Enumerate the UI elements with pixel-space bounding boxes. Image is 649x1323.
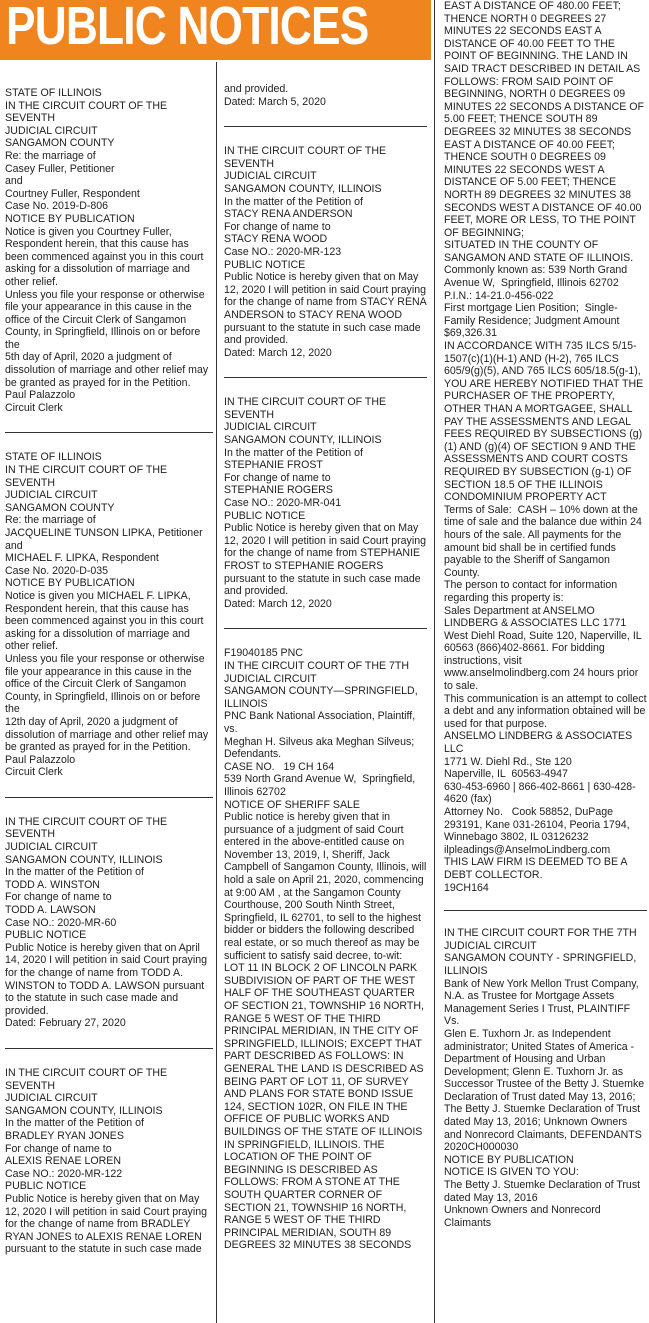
notice-line: 5th day of April, 2020 a judgment of dissolution of marriage and other relief may be granted as prayed for in the Petition. <box>5 351 212 389</box>
notice-line: For change of name to <box>224 220 331 233</box>
notice-line: ilpleadings@AnselmoLindberg.com <box>444 843 611 856</box>
notice-line: and <box>5 175 23 188</box>
notice-line: Circuit Clerk <box>5 766 63 779</box>
notice-line: PUBLIC NOTICE <box>224 509 306 522</box>
notice-line: NOTICE BY PUBLICATION <box>5 212 135 225</box>
notice-line: JUDICIAL CIRCUIT <box>224 672 317 685</box>
notice-line: Public notice is hereby given that in pursuance of a judgment of said Court entered in the above-entitled cause on November 13, 2019, I, Sheriff, Jack Campbell of Sangamon County, Illinois, will hold a sale on April 21, 2020, commencing at 9:00 AM , at the Sangamon County Courthouse, 200 South Ninth Street, Springfield, IL 62701, to sell to the highest bidder or bidders the following described real estate, or so much thereof as may be sufficient to satisfy said decree, to-wit: <box>224 811 430 962</box>
notice-line: PUBLIC NOTICE <box>5 929 87 942</box>
notice-line: The Betty J. Stuemke Declaration of Trust dated May 13, 2016 <box>444 1179 644 1204</box>
notice-line: JACQUELINE TUNSON LIPKA, Petitioner <box>5 527 203 539</box>
notice-line: SANGAMON COUNTY <box>5 137 115 150</box>
legal-notice <box>224 83 427 108</box>
notice-line: NOTICE IS GIVEN TO YOU: <box>444 1166 579 1179</box>
notice-line: Unknown Owners and Nonrecord Claimants <box>444 1204 604 1229</box>
banner-title: PUBLIC NOTICES <box>6 0 369 56</box>
notice-line: STEPHANIE FROST <box>224 459 323 472</box>
notice-line: Public Notice is hereby given that on May 12, 2020 I will petition in said Court praying for the change of name from BRADLEY RYAN JONES to ALEXIS RENAE LOREN pursuant to the statute in such case made <box>5 1192 210 1256</box>
notice-line: First mortgage Lien Position; Single-Family Residence; Judgment Amount $69,326.31 <box>444 302 623 340</box>
notice-line: PUBLIC NOTICE <box>5 1180 87 1193</box>
notice-line: CASE NO. 19 CH 164 <box>224 760 335 773</box>
legal-notice <box>5 1067 213 1256</box>
notice-line: Attorney No. Cook 58852, DuPage 293191, Kane 031-26104, Peoria 1794, Winnebago 3802, IL 03126232 <box>444 806 633 844</box>
notice-line: 539 North Grand Avenue W, Springfield, Illinois 62702 <box>224 773 419 798</box>
notice-line: ANSELMO LINDBERG & ASSOCIATES LLC <box>444 730 636 756</box>
notice-line: P.I.N.: 14-21.0-456-022 <box>444 289 554 302</box>
column-1 <box>5 87 213 1256</box>
notice-line: and provided. <box>224 83 289 95</box>
notice-line: Case No. 2019-D-806 <box>5 200 109 213</box>
notice-line: IN THE CIRCUIT COURT OF THE SEVENTH <box>224 145 390 170</box>
notice-line: Case NO.: 2020-MR-041 <box>224 497 342 510</box>
notice-line: JUDICIAL CIRCUIT <box>224 170 317 183</box>
notice-line: LOT 11 IN BLOCK 2 OF LINCOLN PARK SUBDIVISION OF PART OF THE WEST HALF OF THE SOUTHEAST QUARTER OF SECTION 21, TOWNSHIP 16 NORTH, RANGE 5 WEST OF THE THIRD PRINCIPAL MERIDIAN, IN THE CITY OF SPRINGFIELD, ILLINOIS; EXCEPT THAT PART DESCRIBED AS FOLLOWS: IN GENERAL THE LAND IS DESCRIBED AS BEING PART OF LOT 11, OF SURVEY AND PLANS FOR STATE BOND ISSUE 124, SECTION 102R, ON FILE IN THE OFFICE OF PUBLIC WORKS AND BUILDINGS OF THE STATE OF ILLINOIS IN SPRINGFIELD, ILLINOIS. THE LOCATION OF THE POINT OF BEGINNING IS DESCRIBED AS FOLLOWS: FROM A STONE AT THE SOUTH QUARTER CORNER OF SECTION 21, TOWNSHIP 16 NORTH, RANGE 5 WEST OF THE THIRD PRINCIPAL MERIDIAN, SOUTH 89 DEGREES 32 MINUTES 38 SECONDS <box>224 962 427 1252</box>
notice-line: STACY RENA WOOD <box>224 233 328 246</box>
notice-line: Dated: March 5, 2020 <box>224 95 326 108</box>
notice-line: Notice is given you MICHAEL F. LIPKA, Respondent herein, that this cause has been commenced against you in this court asking for a dissolution of marriage and other relief. <box>5 589 207 653</box>
notice-line: Unless you file your response or otherwise file your appearance in this cause in the office of the Circuit Clerk of Sangamon County, in Springfield, Illinois on or before the <box>5 288 208 351</box>
notice-line: In the matter of the Petition of <box>5 1117 144 1130</box>
legal-notice <box>5 87 213 414</box>
notice-line: Dated: March 12, 2020 <box>224 346 332 359</box>
legal-notice <box>444 927 647 1229</box>
legal-notice <box>5 451 213 778</box>
notice-line: F19040185 PNC <box>224 647 303 660</box>
notice-line: SANGAMON COUNTY—SPRINGFIELD, ILLINOIS <box>224 685 421 710</box>
notice-line: Vs. <box>444 1015 460 1028</box>
notice-line: Paul Palazzolo <box>5 389 76 402</box>
notice-line: Public Notice is hereby given that on April 14, 2020 I will petition in said Court praying for the change of name from TODD A. WINSTON to TODD A. LAWSON pursuant to the statute in such case made and provided. <box>5 941 210 1017</box>
notice-line: SANGAMON COUNTY, ILLINOIS <box>224 182 382 195</box>
notice-line: Unless you file your response or otherwise file your appearance in this cause in the office of the Circuit Clerk of Sangamon County, in Springfield, Illinois on or before the <box>5 652 208 716</box>
notice-line: For change of name to <box>5 1142 112 1155</box>
notice-line: TODD A. LAWSON <box>5 904 96 917</box>
notice-line: SITUATED IN THE COUNTY OF SANGAMON AND STATE OF ILLINOIS. <box>444 239 634 264</box>
notice-line: SANGAMON COUNTY <box>5 501 115 514</box>
notice-line: SANGAMON COUNTY, ILLINOIS <box>5 853 163 866</box>
notice-line: SANGAMON COUNTY - SPRINGFIELD, ILLINOIS <box>444 952 640 977</box>
notice-separator <box>5 797 213 798</box>
notice-line: Re: the marriage of <box>5 514 96 527</box>
legal-notice <box>224 647 430 1252</box>
notice-line: JUDICIAL CIRCUIT <box>224 421 317 434</box>
notice-line: 2020CH000030 <box>444 1141 519 1154</box>
notice-line: JUDICIAL CIRCUIT <box>5 841 98 854</box>
notice-line: STEPHANIE ROGERS <box>224 484 333 497</box>
notice-line: Dated: March 12, 2020 <box>224 597 332 610</box>
notice-separator <box>224 628 427 629</box>
notice-line: DISTANCE OF 40.00 FEET TO THE POINT OF BEGINNING. THE LAND IN SAID TRACT DESCRIBED IN DETAIL AS FOLLOWS: FROM SAID POINT OF BEGINNING, NORTH 0 DEGREES 09 MINUTES 22 SECONDS A DISTANCE OF 5.00 FEET; THENCE SOUTH 89 DEGREES 32 MINUTES 38 SECONDS EAST A DISTANCE OF 40.00 FEET; THENCE SOUTH 0 DEGREES 09 MINUTES 22 SECONDS WEST A DISTANCE OF 5.00 FEET; THENCE NORTH 89 DEGREES 32 MINUTES 38 SECONDS WEST A DISTANCE OF 40.00 FEET, MORE OR LESS, TO THE POINT OF BEGINNING; <box>444 37 647 239</box>
notice-line: Public Notice is hereby given that on May 12, 2020 I will petition in said Court praying for the change of name from STACY RENA ANDERSON to STACY RENA WOOD pursuant to the statute in such case made and provided. <box>224 271 429 347</box>
notice-line: Commonly known as: 539 North Grand Avenue W, Springfield, Illinois 62702 <box>444 264 630 290</box>
notice-separator <box>5 1048 213 1049</box>
notice-line: NOTICE BY PUBLICATION <box>5 577 135 590</box>
notice-line: IN THE CIRCUIT COURT OF THE SEVENTH <box>5 1066 171 1092</box>
notice-line: IN THE CIRCUIT COURT OF THE 7TH <box>224 659 410 672</box>
notice-line: JUDICIAL CIRCUIT <box>5 489 98 502</box>
notice-line: and <box>5 539 23 552</box>
notice-line: For change of name to <box>224 471 331 484</box>
notice-line: Naperville, IL 60563-4947 <box>444 768 568 781</box>
notice-line: IN THE CIRCUIT COURT OF THE SEVENTH <box>5 99 171 125</box>
notice-line: Case NO.: 2020-MR-122 <box>5 1167 123 1180</box>
legal-notice <box>5 816 213 1030</box>
notice-line: STATE OF ILLINOIS <box>5 451 102 464</box>
notice-line: IN THE CIRCUIT COURT OF THE SEVENTH <box>5 815 171 841</box>
notice-line: vs. <box>224 722 238 735</box>
notice-line: This communication is an attempt to collect a debt and any information obtained will be used for that purpose. <box>444 692 647 730</box>
notice-line: IN THE CIRCUIT COURT FOR THE 7TH JUDICIAL CIRCUIT <box>444 927 640 952</box>
notice-line: SANGAMON COUNTY, ILLINOIS <box>5 1104 163 1117</box>
notice-line: NOTICE BY PUBLICATION <box>444 1153 574 1166</box>
notice-line: Glen E. Tuxhorn Jr. as Independent administrator; United States of America - Department of Housing and Urban Development; Glenn E. Tuxhorn Jr. as Successor Trustee of the Betty J. Stuemke Declaration of Trust dated May 13, 2016; The Betty J. Stuemke Declaration of Trust dated May 13, 2016; Unknown Owners and Nonrecord Claimants, DEFENDANTS <box>444 1027 648 1141</box>
notice-line: Bank of New York Mellon Trust Company, N.A. as Trustee for Mortgage Assets Management Series I Trust, PLAINTIFF <box>444 977 642 1015</box>
notice-line: JUDICIAL CIRCUIT <box>5 124 98 137</box>
column-divider <box>434 0 435 1323</box>
notice-line: NOTICE OF SHERIFF SALE <box>224 798 360 811</box>
notice-line: 1771 W. Diehl Rd., Ste 120 <box>444 755 572 768</box>
notice-line: Case No. 2020-D-035 <box>5 564 109 577</box>
notice-line: STATE OF ILLINOIS <box>5 87 102 99</box>
notice-line: Re: the marriage of <box>5 149 96 162</box>
notice-separator <box>224 126 427 127</box>
notice-line: Meghan H. Silveus aka Meghan Silveus; Defendants. <box>224 735 418 761</box>
notice-line: JUDICIAL CIRCUIT <box>5 1092 98 1105</box>
notice-line: IN THE CIRCUIT COURT OF THE SEVENTH <box>5 464 171 489</box>
notice-line: IN THE CIRCUIT COURT OF THE SEVENTH <box>224 396 390 421</box>
notice-line: PUBLIC NOTICE <box>224 258 306 271</box>
column-divider <box>216 62 217 1323</box>
notice-line: 19CH164 <box>444 881 489 894</box>
notice-line: PNC Bank National Association, Plaintiff, <box>224 710 416 723</box>
notice-line: Public Notice is hereby given that on May 12, 2020 I will petition in said Court praying for the change of name from STEPHANIE FROST to STEPHANIE ROGERS pursuant to the statute in such case made and provided. <box>224 522 429 598</box>
notice-line: In the matter of the Petition of <box>224 446 363 459</box>
notice-line: The person to contact for information regarding this property is: <box>444 579 621 604</box>
notice-line: 12th day of April, 2020 a judgment of dissolution of marriage and other relief may be granted as prayed for in the Petition. <box>5 715 212 754</box>
notice-line: For change of name to <box>5 891 112 904</box>
notice-line: Sales Department at ANSELMO LINDBERG & ASSOCIATES LLC 1771 West Diehl Road, Suite 120, Naperville, IL 60563 (866)402-8661. For bidding instructions, visit www.anselmolindberg.com 24 hours prior to sale. <box>444 604 645 693</box>
legal-notice <box>224 145 427 359</box>
legal-notice <box>444 0 647 894</box>
notice-separator <box>5 432 213 433</box>
legal-notice <box>224 396 427 610</box>
notice-separator <box>224 377 427 378</box>
notice-line: Paul Palazzolo <box>5 753 76 766</box>
notice-line: IN ACCORDANCE WITH 735 ILCS 5/15-1507(c)(1)(H-1) AND (H-2), 765 ILCS 605/9(g)(5), AND 765 ILCS 605/18.5(g-1), YOU ARE HEREBY NOTIFIED THAT THE PURCHASER OF THE PROPERTY, OTHER THAN A MORTGAGEE, SHALL PAY THE ASSESSMENTS AND LEGAL FEES REQUIRED BY SUBSECTIONS (g)(1) AND (g)(4) OF SECTION 9 AND THE ASSESSMENTS AND COURT COSTS REQUIRED BY SUBSECTION (g-1) OF SECTION 18.5 OF THE ILLINOIS CONDOMINIUM PROPERTY ACT <box>444 340 647 504</box>
notice-line: TODD A. WINSTON <box>5 878 100 891</box>
notice-line: BRADLEY RYAN JONES <box>5 1129 124 1142</box>
notice-line: Casey Fuller, Petitioner <box>5 162 115 175</box>
notice-line: Terms of Sale: CASH – 10% down at the time of sale and the balance due within 24 hours of the sale. All payments for the amount bid shall be in certified funds payable to the Sheriff of Sangamon County. <box>444 503 645 579</box>
notice-line: Dated: February 27, 2020 <box>5 1017 126 1030</box>
column-3 <box>444 0 647 1229</box>
notice-line: In the matter of the Petition of <box>224 195 363 208</box>
notice-line: THIS LAW FIRM IS DEEMED TO BE A DEBT COLLECTOR. <box>444 856 630 881</box>
notice-line: MICHAEL F. LIPKA, Respondent <box>5 552 159 565</box>
notice-line: ALEXIS RENAE LOREN <box>5 1155 121 1168</box>
notice-line: EAST A DISTANCE OF 480.00 FEET; THENCE NORTH 0 DEGREES 27 MINUTES 22 SECONDS EAST A <box>444 0 624 38</box>
notice-line: Case NO.: 2020-MR-60 <box>5 916 117 929</box>
notice-line: Circuit Clerk <box>5 401 63 414</box>
notice-line: Notice is given you Courtney Fuller, Respondent herein, that this cause has been commenced against you in this court asking for a dissolution of marriage and other relief. <box>5 225 207 288</box>
notice-line: In the matter of the Petition of <box>5 866 144 879</box>
notice-line: STACY RENA ANDERSON <box>224 208 353 221</box>
notice-line: 630-453-6960 | 866-402-8661 | 630-428-4620 (fax) <box>444 780 636 806</box>
notice-line: Case NO.: 2020-MR-123 <box>224 245 342 258</box>
notice-line: Courtney Fuller, Respondent <box>5 187 140 200</box>
section-banner <box>0 0 431 60</box>
notice-separator <box>444 910 647 911</box>
notice-line: SANGAMON COUNTY, ILLINOIS <box>224 434 382 447</box>
column-2 <box>224 83 430 1252</box>
